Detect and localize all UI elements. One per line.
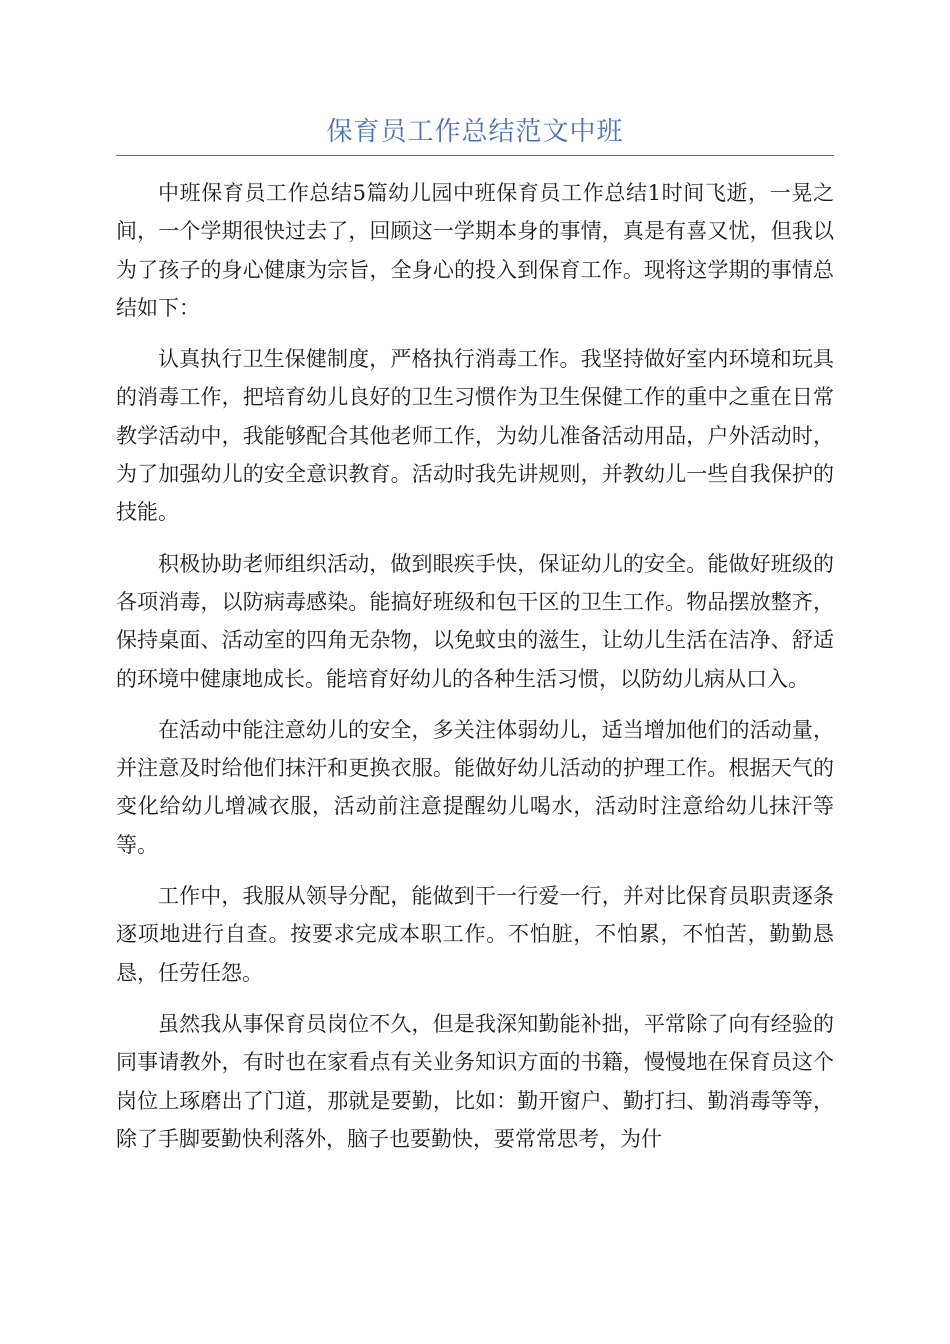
document-title: 保育员工作总结范文中班 (326, 117, 624, 147)
paragraph-3: 积极协助老师组织活动，做到眼疾手快，保证幼儿的安全。能做好班级的各项消毒，以防病毒感染。能搞好班级和包干区的卫生工作。物品摆放整齐，保持桌面、活动室的四角无杂物，以免蚊虫的滋生，让幼儿生活在洁净、舒适的环境中健康地成长。能培育好幼儿的各种生活习惯，以防幼儿病从口入。 (116, 551, 834, 691)
paragraph-1: 中班保育员工作总结5篇幼儿园中班保育员工作总结1时间飞逝，一晃之间，一个学期很快过去了，回顾这一学期本身的事情，真是有喜又忧，但我以为了孩子的身心健康为宗旨，全身心的投入到保育工作。现将这学期的事情总结如下： (116, 181, 834, 320)
title-underline (116, 155, 834, 156)
paragraph-5: 工作中，我服从领导分配，能做到干一行爱一行，并对比保育员职责逐条逐项地进行自查。按要求完成本职工作。不怕脏，不怕累，不怕苦，勤勤恳恳，任劳任怨。 (116, 884, 834, 985)
paragraph-6: 虽然我从事保育员岗位不久，但是我深知勤能补拙，平常除了向有经验的同事请教外，有时也在家看点有关业务知识方面的书籍，慢慢地在保育员这个岗位上琢磨出了门道，那就是要勤，比如：勤开窗户、勤打扫、勤消毒等等，除了手脚要勤快利落外，脑子也要勤快，要常常思考，为什 (116, 1011, 834, 1151)
paragraph-4: 在活动中能注意幼儿的安全，多关注体弱幼儿，适当增加他们的活动量，并注意及时给他们抹汗和更换衣服。能做好幼儿活动的护理工作。根据天气的变化给幼儿增减衣服，活动前注意提醒幼儿喝水，活动时注意给幼儿抹汗等等。 (116, 717, 834, 857)
paragraph-2: 认真执行卫生保健制度，严格执行消毒工作。我坚持做好室内环境和玩具的消毒工作，把培育幼儿良好的卫生习惯作为卫生保健工作的重中之重在日常教学活动中，我能够配合其他老师工作，为幼儿准备活动用品，户外活动时，为了加强幼儿的安全意识教育。活动时我先讲规则，并教幼儿一些自我保护的技能。 (116, 347, 834, 525)
document-body (116, 174, 834, 1171)
